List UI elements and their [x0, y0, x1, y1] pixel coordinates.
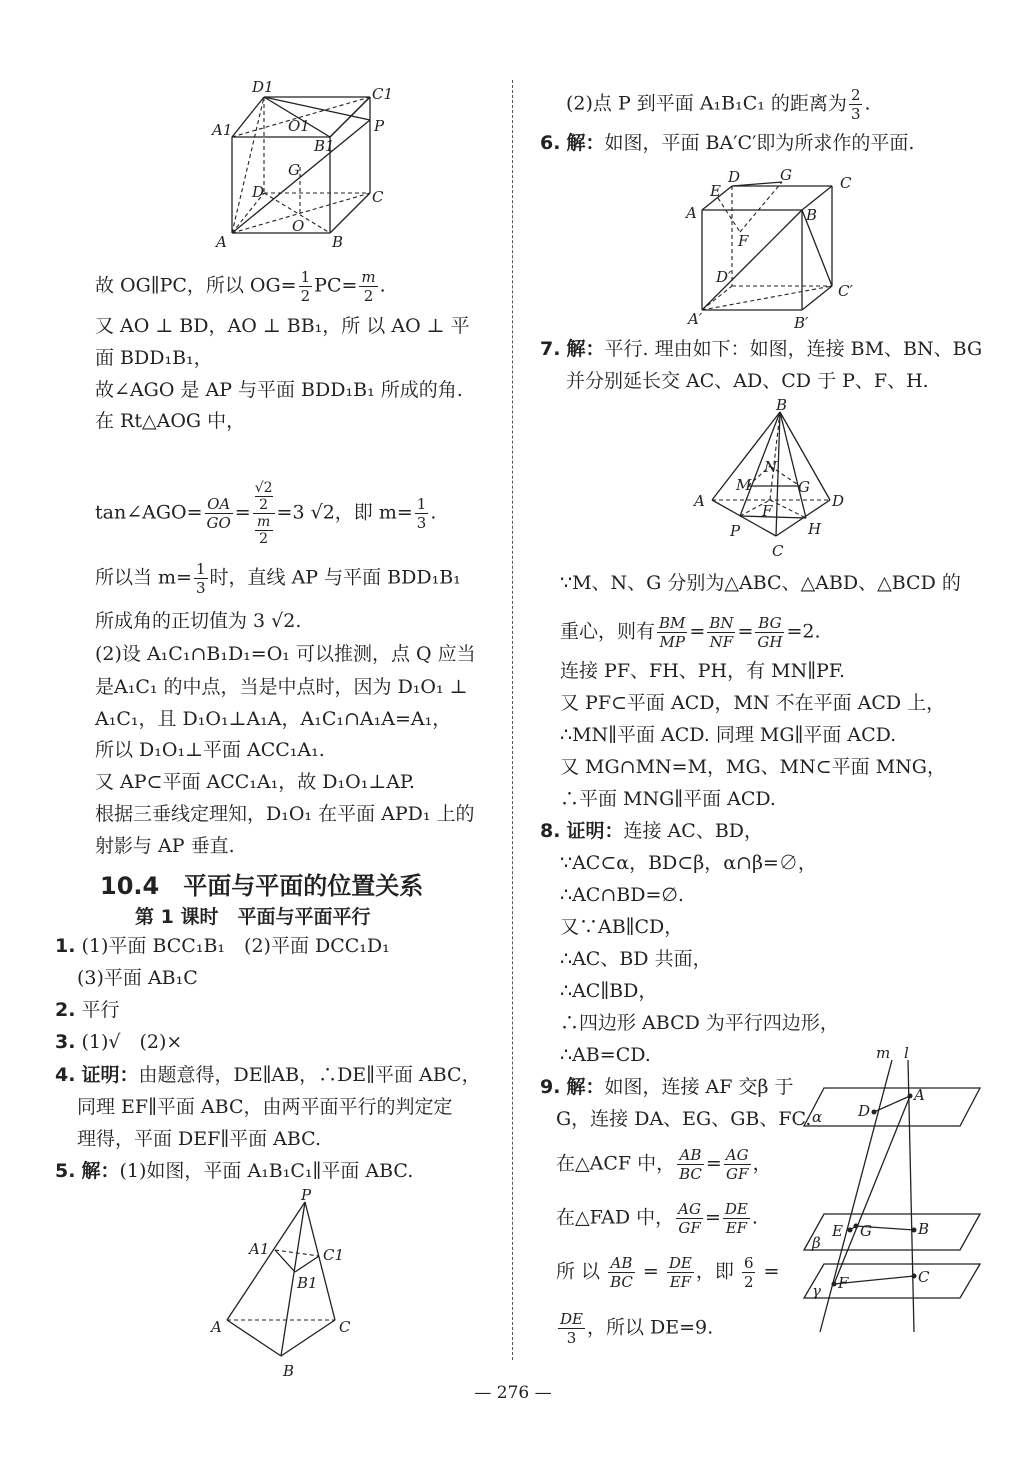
figure-cube-plane [680, 162, 870, 332]
text-line: 射影与 AP 垂直. [95, 835, 235, 857]
fig1-label: B [332, 233, 344, 251]
fraction: $\frac{DE}{EF}$ [668, 1254, 692, 1291]
fig1-label: P [374, 117, 385, 135]
fraction: $\frac{AB}{BC}$ [679, 1146, 702, 1183]
text-line: (2)设 A₁C₁∩B₁D₁=O₁ 可以推测，点 Q 应当 [95, 643, 476, 665]
ratio-line: $\frac{DE}{3}$ ，所以 DE=9. [560, 1310, 714, 1347]
answer-4: 4. 证明：由题意得，DE∥AB，∴DE∥平面 ABC， [55, 1064, 481, 1086]
fig7-label: A [694, 492, 705, 510]
fig9-label: l [904, 1044, 909, 1062]
fig6-label: C [840, 174, 852, 192]
answer-8: 8. 证明：连接 AC、BD， [540, 820, 764, 842]
compound-fraction: √2 2 m 2 [254, 480, 273, 547]
fig9-label: D [858, 1102, 871, 1120]
fig7-label: N [764, 458, 778, 476]
fig9-label: α [812, 1108, 823, 1126]
text-line: ∴AB=CD. [560, 1044, 651, 1066]
text-line: ∴平面 MNG∥平面 ACD. [560, 788, 776, 810]
fig7-label: H [808, 520, 822, 538]
fraction: $\frac{AG}{GF}$ [725, 1146, 749, 1183]
text-line: (2)点 P 到平面 A₁B₁C₁ 的距离为 $\frac{2}{3}$ . [566, 86, 871, 123]
text-line: 故 OG∥PC，所以 OG= $\frac{1}{2}$ PC= $\frac{m}{2}$ . [95, 268, 386, 305]
fig6-label: E [710, 182, 721, 200]
text-line: 在 Rt△AOG 中， [95, 410, 246, 432]
figure-tetrahedron [690, 396, 860, 566]
fig9-label: B [918, 1220, 930, 1238]
fraction: $\frac{2}{3}$ [850, 86, 861, 123]
fig9-label: C [918, 1268, 930, 1286]
fig5-label: A [211, 1318, 222, 1336]
fig1-label: G [288, 161, 300, 179]
figure-parallel-planes [790, 1040, 980, 1350]
answer-2: 2. 平行 [55, 999, 120, 1021]
section-title: 10.4 平面与平面的位置关系 [100, 872, 424, 900]
answer-3: 3. (1)√ (2)× [55, 1031, 183, 1053]
text-line: ∴四边形 ABCD 为平行四边形， [560, 1012, 839, 1034]
fig9-label: m [876, 1044, 891, 1062]
fig9-label: F [838, 1274, 849, 1292]
fig1-label: O1 [288, 117, 310, 135]
ratio-line: 在△FAD 中， $\frac{AG}{GF}$ = $\frac{DE}{EF}$ . [556, 1200, 758, 1237]
fraction: $\frac{1}{3}$ [416, 495, 427, 532]
text-line: ∴AC、BD 共面， [560, 948, 712, 970]
fig1-label: B1 [314, 137, 335, 155]
fig6-label: D [728, 168, 741, 186]
text-line: 故∠AGO 是 AP 与平面 BDD₁B₁ 所成的角. [95, 379, 463, 401]
text-line: A₁C₁，且 D₁O₁⊥A₁A，A₁C₁∩A₁A=A₁， [95, 708, 452, 730]
subsection-title: 第 1 课时 平面与平面平行 [135, 906, 371, 928]
text-line: ∴MN∥平面 ACD. 同理 MG∥平面 ACD. [560, 724, 897, 746]
fig7-label: F [762, 502, 773, 520]
fig6-label: B [806, 206, 818, 224]
text-line: ∴AC∩BD=∅. [560, 884, 684, 906]
answer-7: 7. 解：平行. 理由如下：如图，连接 BM、BN、BG [540, 338, 983, 360]
fraction: $\frac{6}{2}$ [743, 1254, 754, 1291]
text-line: 连接 PF、FH、PH，有 MN∥PF. [560, 660, 846, 682]
fig5-label: A1 [249, 1240, 270, 1258]
ratio-line: 所 以 $\frac{AB}{BC}$ = $\frac{DE}{EF}$ ，即 $\frac{6}{2}$ = [556, 1254, 780, 1291]
text-line: 又 AP⊂平面 ACC₁A₁，故 D₁O₁⊥AP. [95, 771, 415, 793]
text-line: 面 BDD₁B₁， [95, 347, 213, 369]
fig1-label: A1 [212, 121, 233, 139]
figure-pyramid-section [205, 1186, 365, 1380]
fig5-label: B1 [297, 1274, 318, 1292]
text-line: ∵M、N、G 分别为△ABC、△ABD、△BCD 的 [560, 572, 961, 594]
answer-9: 9. 解：如图，连接 AF 交β 于 [540, 1076, 794, 1098]
fig6-label: F [738, 232, 749, 250]
fraction: $\frac{1}{3}$ [195, 560, 206, 597]
ratio-line: 在△ACF 中， $\frac{AB}{BC}$ = $\frac{AG}{GF}$ ， [556, 1146, 772, 1183]
text-line: 所成角的正切值为 3 √2. [95, 610, 302, 632]
answer-4-cont: 理得，平面 DEF∥平面 ABC. [77, 1128, 322, 1150]
fig6-label: D′ [716, 268, 732, 286]
fig9-label: G [860, 1222, 872, 1240]
fraction: $\frac{m}{2}$ [361, 268, 376, 305]
fig1-label: D1 [252, 78, 274, 96]
fig1-label: O [292, 217, 305, 235]
fig5-label: B [283, 1362, 295, 1380]
fig9-label: γ [812, 1282, 821, 1300]
text-line: 又∵AB∥CD， [560, 916, 684, 938]
fig1-label: A [216, 233, 227, 251]
answer-1: 1. (1)平面 BCC₁B₁ (2)平面 DCC₁D₁ [55, 935, 390, 957]
answer-7-cont: 并分别延长交 AC、AD、CD 于 P、F、H. [566, 370, 929, 392]
fig9-label: β [812, 1234, 821, 1252]
fig6-label: G [780, 166, 792, 184]
page-number: — 276 — [474, 1383, 552, 1403]
fig6-label: C′ [838, 282, 853, 300]
fig1-label: C [372, 188, 384, 206]
text-line: 根据三垂线定理知，D₁O₁ 在平面 APD₁ 上的 [95, 803, 475, 825]
fig6-label: A′ [688, 310, 703, 328]
fig1-label: C1 [372, 85, 394, 103]
fig7-label: P [730, 522, 741, 540]
fig7-label: C [772, 542, 784, 560]
answer-6: 6. 解：如图，平面 BA′C′即为所求作的平面. [540, 132, 915, 154]
centroid-ratio: 重心，则有 $\frac{BM}{MP}$ = $\frac{BN}{NF}$ = $\frac{BG}{GH}$ =2. [560, 614, 821, 651]
tan-equation: tan∠AGO= $\frac{OA}{GO}$ = √2 2 m 2 =3 √2，即 m= $\frac{1}{3}$ . [95, 480, 437, 547]
column-divider [512, 80, 513, 1360]
fig5-label: P [301, 1186, 312, 1204]
figure-cube-pyramid [200, 75, 410, 255]
fraction: $\frac{BM}{MP}$ [659, 614, 686, 651]
fig7-label: D [832, 492, 845, 510]
fig5-label: C [339, 1318, 351, 1336]
fraction: $\frac{DE}{3}$ [560, 1310, 583, 1347]
text-line: ∵AC⊂α，BD⊂β，α∩β=∅， [560, 852, 817, 874]
fig6-label: B′ [794, 314, 809, 332]
fig5-label: C1 [323, 1246, 345, 1264]
fig6-label: A [686, 204, 697, 222]
fraction: $\frac{AG}{GF}$ [678, 1200, 701, 1237]
text-line: 又 MG∩MN=M，MG、MN⊂平面 MNG， [560, 756, 946, 778]
answer-1-cont: (3)平面 AB₁C [77, 967, 198, 989]
fraction: $\frac{AB}{BC}$ [610, 1254, 633, 1291]
fig9-label: E [832, 1222, 843, 1240]
fraction: $\frac{DE}{EF}$ [724, 1200, 748, 1237]
text-line: 又 PF⊂平面 ACD，MN 不在平面 ACD 上， [560, 692, 946, 714]
text-line: 是A₁C₁ 的中点，当是中点时，因为 D₁O₁ ⊥ [95, 676, 468, 698]
answer-5: 5. 解：(1)如图，平面 A₁B₁C₁∥平面 ABC. [55, 1160, 414, 1182]
text-line: ∴AC∥BD， [560, 980, 658, 1002]
fig7-label: G [798, 478, 810, 496]
answer-4-cont: 同理 EF∥平面 ABC，由两平面平行的判定定 [77, 1096, 453, 1118]
fig7-label: M [736, 476, 752, 494]
text-line: 所以 D₁O₁⊥平面 ACC₁A₁. [95, 739, 325, 761]
fraction: $\frac{OA}{GO}$ [206, 495, 231, 532]
fraction: $\frac{1}{2}$ [300, 268, 311, 305]
text-line: 所以当 m= $\frac{1}{3}$ 时，直线 AP 与平面 BDD₁B₁ [95, 560, 461, 597]
fraction: $\frac{BG}{GH}$ [757, 614, 783, 651]
text-line: G，连接 DA、EG、GB、FC. [556, 1108, 812, 1130]
fig7-label: B [776, 396, 788, 414]
fig1-label: D [252, 183, 265, 201]
fig9-label: A [914, 1086, 925, 1104]
fraction: $\frac{BN}{NF}$ [709, 614, 734, 651]
text-line: 又 AO ⊥ BD，AO ⊥ BB₁，所 以 AO ⊥ 平 [95, 315, 470, 337]
